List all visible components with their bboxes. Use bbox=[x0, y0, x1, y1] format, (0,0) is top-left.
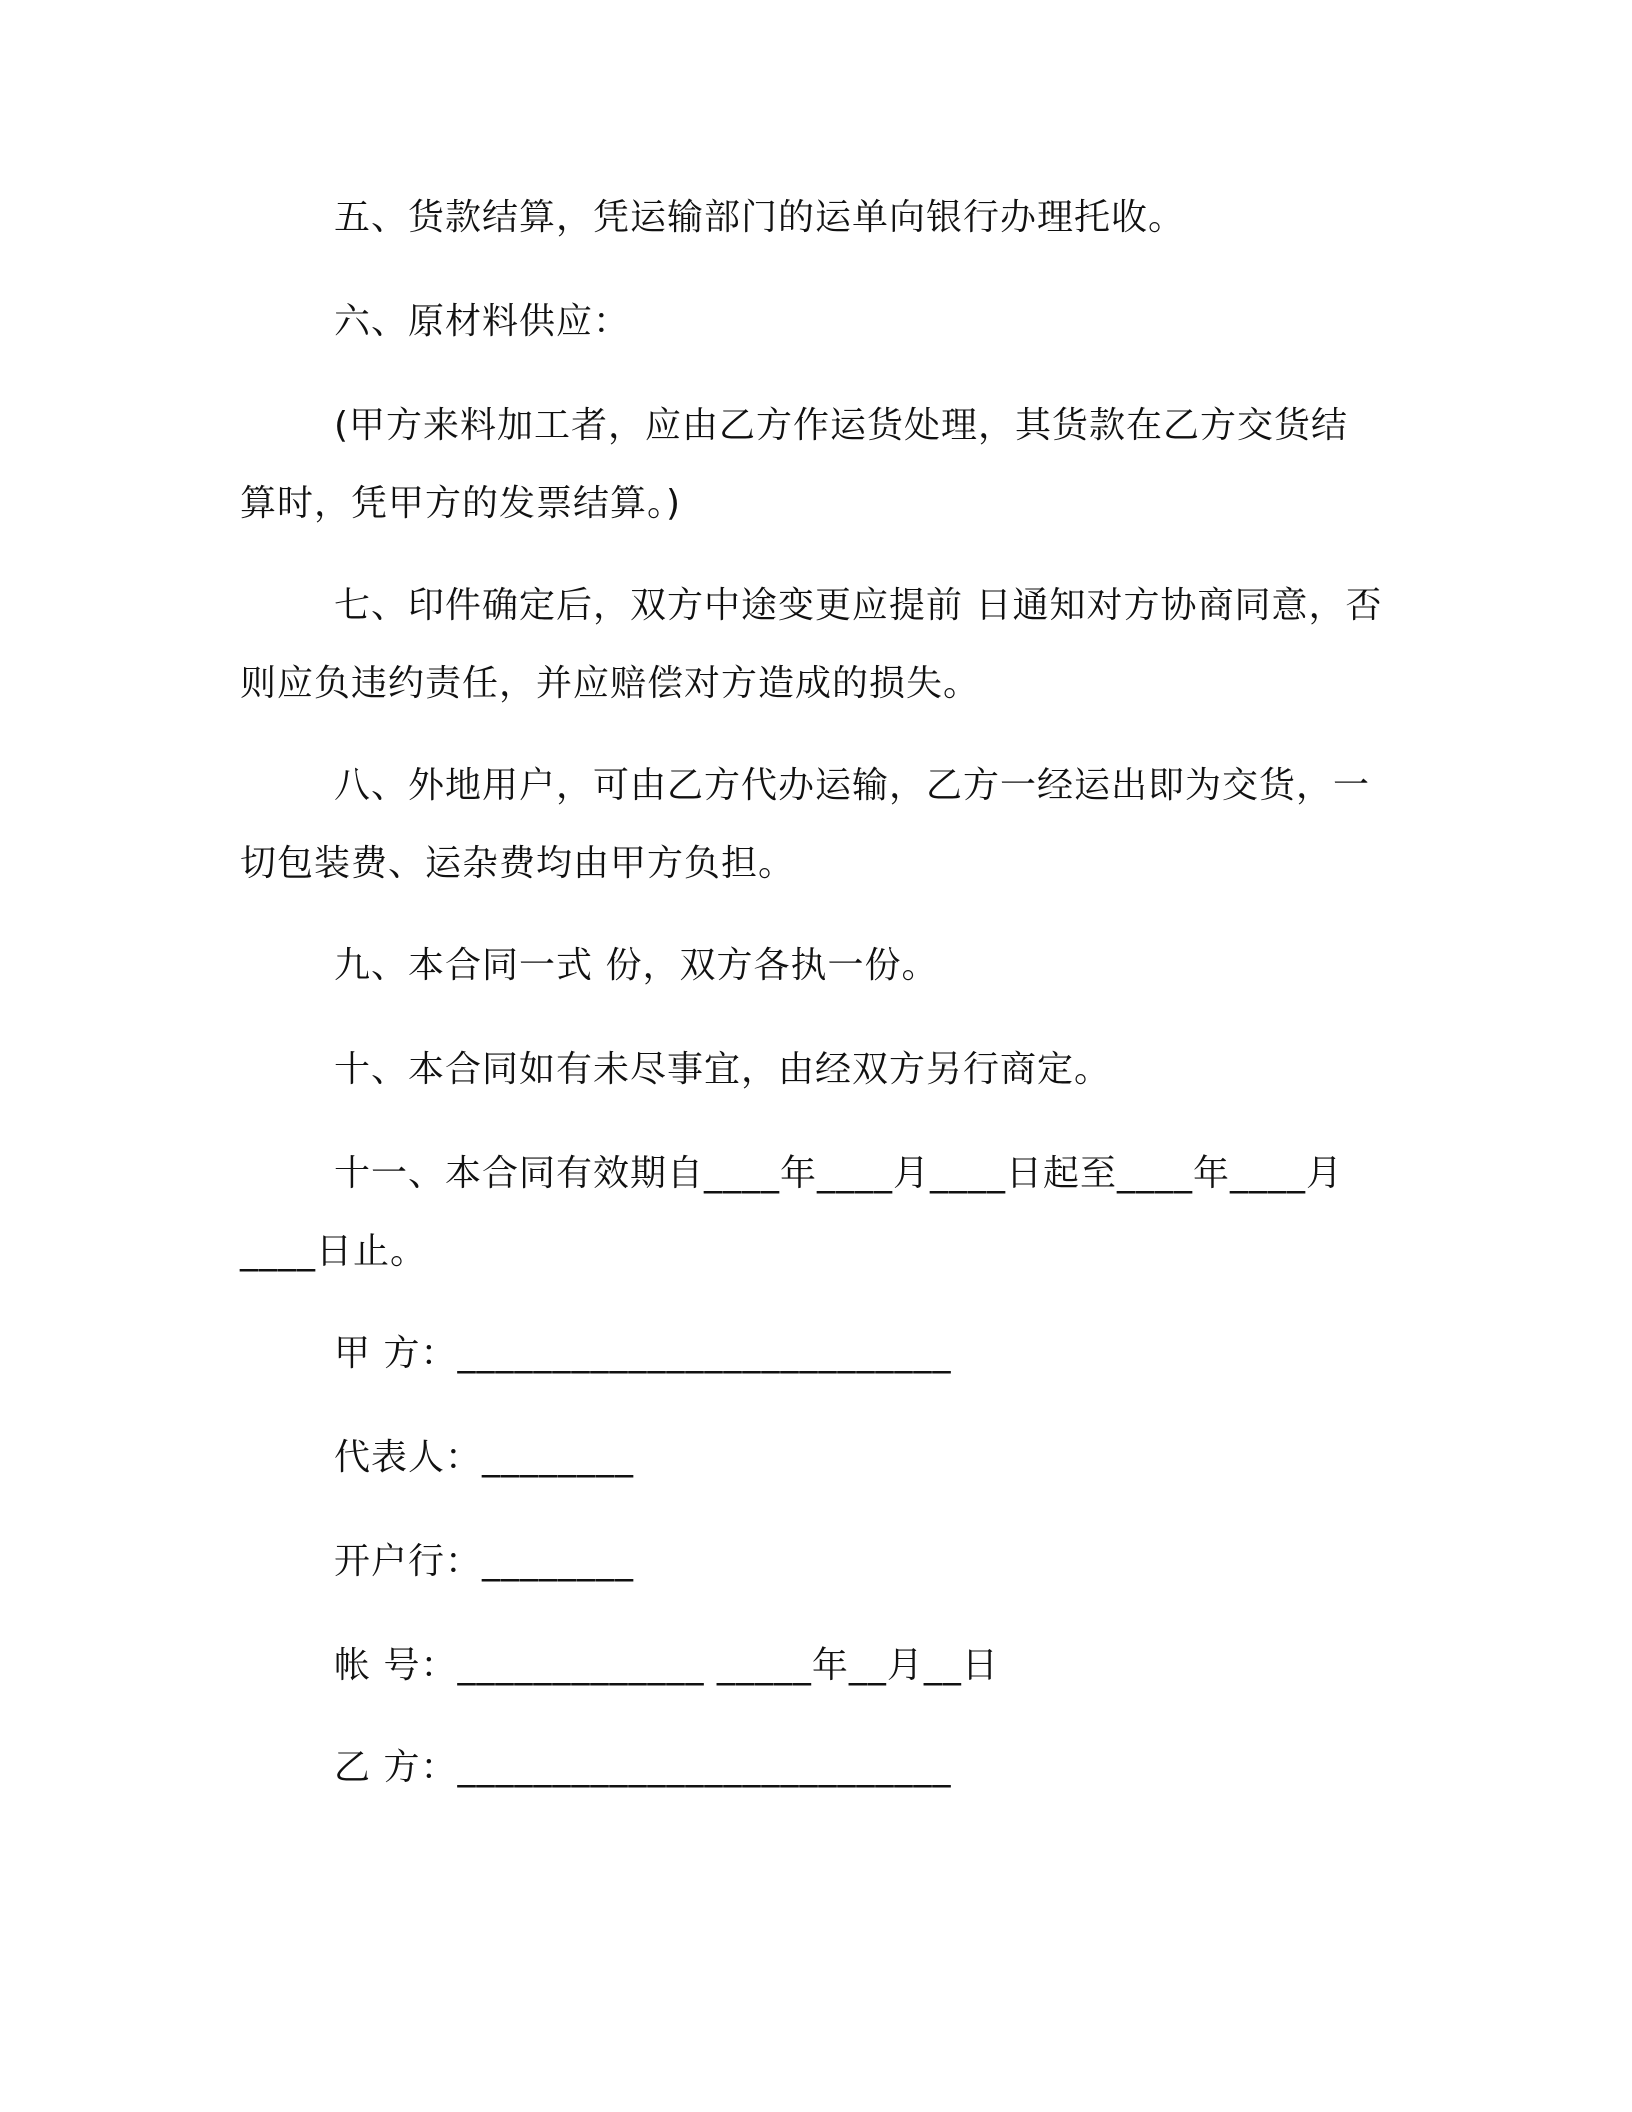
clause-11-line-1: 十一、本合同有效期自____年____月____日起至____年____月 bbox=[334, 1153, 1344, 1194]
clause-5: 五、货款结算，凭运输部门的运单向银行办理托收。 bbox=[334, 197, 1186, 238]
clause-9: 九、本合同一式 份，双方各执一份。 bbox=[334, 945, 939, 986]
clause-6-line-1: (甲方来料加工者，应由乙方作运货处理，其货款在乙方交货结 bbox=[334, 405, 1349, 446]
bank-field: 开户行：________ bbox=[334, 1541, 635, 1582]
clause-7-line-2: 则应负违约责任，并应赔偿对方造成的损失。 bbox=[240, 663, 981, 704]
clause-10: 十、本合同如有未尽事宜，由经双方另行商定。 bbox=[334, 1049, 1112, 1090]
account-date-field: 帐 号：_____________ _____年__月__日 bbox=[334, 1645, 999, 1686]
representative-field: 代表人：________ bbox=[334, 1437, 635, 1478]
clause-8-line-2: 切包装费、运杂费均由甲方负担。 bbox=[240, 843, 796, 884]
clause-8-line-1: 八、外地用户，可由乙方代办运输，乙方一经运出即为交货，一 bbox=[334, 765, 1371, 806]
clause-7-line-1: 七、印件确定后，双方中途变更应提前 日通知对方协商同意，否 bbox=[334, 585, 1383, 626]
clause-11-line-2: ____日止。 bbox=[240, 1231, 428, 1272]
party-b-field: 乙 方：__________________________ bbox=[334, 1747, 952, 1788]
clause-6-title: 六、原材料供应： bbox=[334, 301, 631, 342]
party-a-field: 甲 方：__________________________ bbox=[334, 1333, 952, 1374]
clause-6-line-2: 算时，凭甲方的发票结算。) bbox=[240, 483, 682, 524]
